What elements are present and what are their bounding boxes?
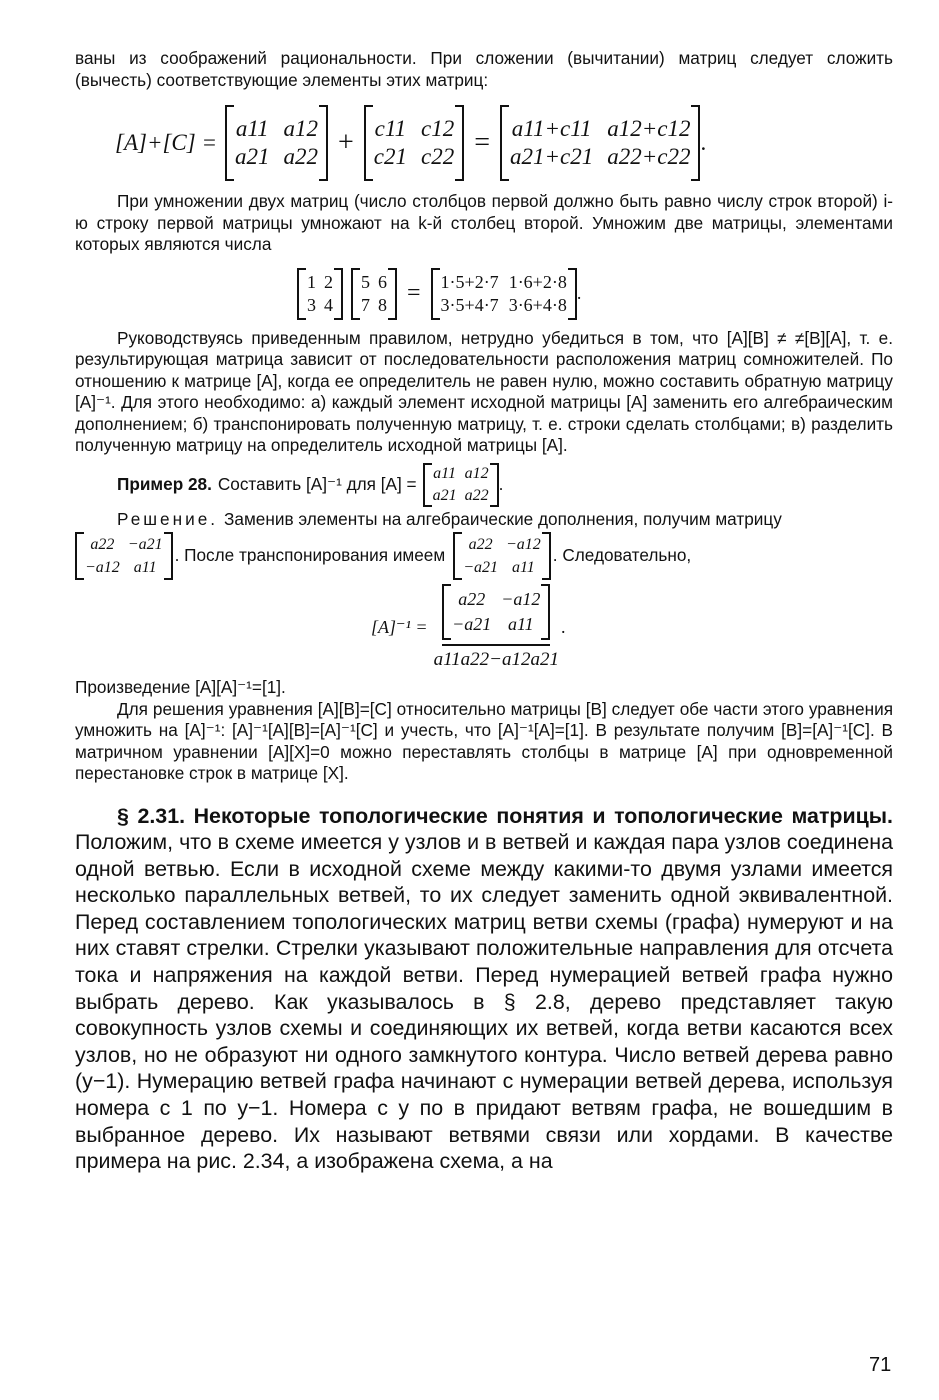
- cell: 6: [378, 271, 387, 292]
- cell: a21: [432, 486, 457, 504]
- matrix-a-example: [423, 463, 499, 507]
- cell: −a12: [501, 589, 541, 609]
- eq2-dot: .: [576, 283, 582, 303]
- section-2-31: [75, 803, 893, 1175]
- equation-matrix-sum: [115, 105, 893, 181]
- example-dot: .: [498, 473, 504, 494]
- matrix-m2: [351, 268, 397, 320]
- cell: 3: [307, 294, 316, 315]
- para5-text: Для решения уравнения [A][B]=[C] относительно матрицы [B] следует обе части этого уравнения умножить на [A]⁻¹: [A]⁻¹[A][B]=[A]⁻¹[C] и учесть, что [A]⁻¹[A]=[1]. В результате получим [B]=[A]⁻¹[C]. В матричном уравнении [A][X]=0 можно переставлять столбцы в матрице [A] при одновременной перестановке строк в матрице [X].: [75, 698, 893, 783]
- cell: 4: [324, 294, 333, 315]
- cell: a11: [133, 559, 157, 576]
- example-28: [117, 463, 893, 507]
- solution-line: [75, 509, 893, 531]
- eq3-dot: .: [560, 617, 566, 637]
- inverse-fraction: [434, 584, 559, 671]
- cell: a12+c12: [607, 116, 691, 141]
- solution-text3: . Следовательно,: [552, 545, 692, 566]
- plus-sign: +: [337, 127, 354, 158]
- solution-label: Решение.: [117, 508, 219, 529]
- matrix-result: [500, 105, 700, 181]
- cell: 2: [324, 271, 333, 292]
- determinant-denominator: a11a22−a12a21: [433, 649, 559, 670]
- cell: 5: [361, 271, 370, 292]
- cell: a11+c11: [511, 116, 592, 141]
- solution-text1: Заменив элементы на алгебраические дополнения, получим матрицу: [224, 508, 782, 529]
- cell: a22: [90, 535, 115, 553]
- cell: a11: [433, 465, 456, 482]
- cell: c21: [373, 144, 407, 169]
- matrix-c: [364, 105, 464, 181]
- cell: a11: [511, 559, 535, 576]
- cell: 8: [378, 294, 387, 315]
- example-label: Пример 28.: [117, 473, 212, 494]
- cell: −a12: [506, 535, 541, 553]
- cell: a22: [283, 144, 318, 169]
- matrix-transposed: [453, 532, 551, 580]
- solution-matrices: [75, 532, 893, 580]
- paragraph-equation-solving: [75, 699, 893, 785]
- equation-matrix-product: [297, 268, 893, 320]
- cell: a22: [464, 486, 489, 504]
- eq1-dot: .: [700, 130, 707, 155]
- cell: 1: [307, 271, 316, 292]
- equals-sign: =: [407, 280, 421, 306]
- matrix-cofactors: [75, 532, 173, 580]
- solution-text2: . После транспонирования имеем: [174, 545, 446, 566]
- cell: a12: [283, 116, 318, 141]
- section-body: Положим, что в схеме имеется y узлов и в ветвей и каждая пара узлов соединена одной ветвью. Если в исходной схеме между какими-то двумя узлами имеется несколько параллельных ветвей, то их следует заменить одной эквивалентной. Перед составлением топологических матриц ветви схемы (графа) нумеруют и на них ставят стрелки. Стрелки указывают положительные направления для отсчета тока и напряжения на каждой ветви. Перед нумерацией ветвей графа нужно выбрать дерево. Как указывалось в § 2.8, дерево представляет такую совокупность узлов схемы и соединяющих их ветвей, когда ветви касаются всех узлов, но не образуют ни одного замкнутого контура. Число ветвей дерева равно (y−1). Нумерацию ветвей графа начинают с нумерации ветвей дерева, используя номера с 1 по y−1. Номера с y по в придают ветвям графа, не вошедшим в выбранное дерево. Их называют ветвями связи или хордами. В качестве примера на рис. 2.34, а изображена схема, а на: [75, 830, 893, 1174]
- cell: 3·6+4·8: [508, 294, 567, 315]
- cell: a22+c22: [607, 144, 691, 169]
- cell: a22: [458, 589, 486, 609]
- example-text: Составить [A]⁻¹ для [A] =: [217, 473, 417, 494]
- cell: c11: [374, 116, 407, 141]
- matrix-m1: [297, 268, 343, 320]
- cell: c22: [421, 144, 455, 169]
- eq1-lhs: [A]+[C] =: [115, 130, 217, 155]
- equals-sign: =: [474, 127, 491, 158]
- eq3-lhs: [A]⁻¹ =: [371, 617, 428, 637]
- paragraph-multiplication: [75, 191, 893, 256]
- cell: −a21: [452, 614, 492, 634]
- cell: −a12: [85, 559, 120, 576]
- cell: a21+c21: [510, 144, 594, 169]
- cell: −a21: [463, 559, 498, 576]
- cell: a11: [508, 614, 534, 634]
- paragraph-intro: ваны из соображений рациональности. При сложении (вычитании) матриц следует сложить (вычесть) соответствующие элементы этих матриц:: [75, 48, 893, 90]
- cell: a21: [234, 144, 270, 169]
- cell: a11: [235, 116, 269, 141]
- cell: 1·5+2·7: [440, 271, 499, 292]
- page-number: 71: [869, 1354, 892, 1376]
- cell: −a21: [127, 535, 163, 553]
- paragraph-product: Произведение [A][A]⁻¹=[1].: [75, 677, 286, 697]
- matrix-a: [225, 105, 328, 181]
- cell: 1·6+2·8: [508, 271, 567, 292]
- cell: c12: [421, 116, 455, 141]
- para3-text: Руководствуясь приведенным правилом, нетрудно убедиться в том, что [A][B] ≠ ≠[B][A], т. е. результирующая матрица зависит от последовательности расположения матриц сомножителей. По отношению к матрице [A], когда ее определитель не равен нулю, можно составить обратную матрицу [A]⁻¹. Для этого необходимо: а) каждый элемент исходной матрицы [A] заменить его алгебраическим дополнением; б) транспонировать полученную матрицу, т. е. строки сделать столбцами; в) разделить полученную матрицу на определитель исходной матрицы [A].: [75, 327, 893, 455]
- section-heading: § 2.31. Некоторые топологические понятия и топологические матрицы.: [117, 803, 893, 828]
- cell: a22: [468, 535, 493, 553]
- matrix-adjugate: [442, 584, 550, 640]
- matrix-product-result: [431, 268, 577, 320]
- cell: 7: [361, 294, 370, 315]
- equation-inverse: [371, 584, 893, 671]
- cell: a12: [464, 465, 489, 482]
- para2-text: При умножении двух матриц (число столбцов первой должно быть равно числу строк второй) i-ю строку первой матрицы умножают на k-й столбец второй. Умножим две матрицы, элементами которых являются числа: [75, 191, 893, 254]
- page-body: [75, 48, 893, 1175]
- paragraph-inverse: [75, 328, 893, 457]
- cell: 3·5+4·7: [440, 294, 499, 315]
